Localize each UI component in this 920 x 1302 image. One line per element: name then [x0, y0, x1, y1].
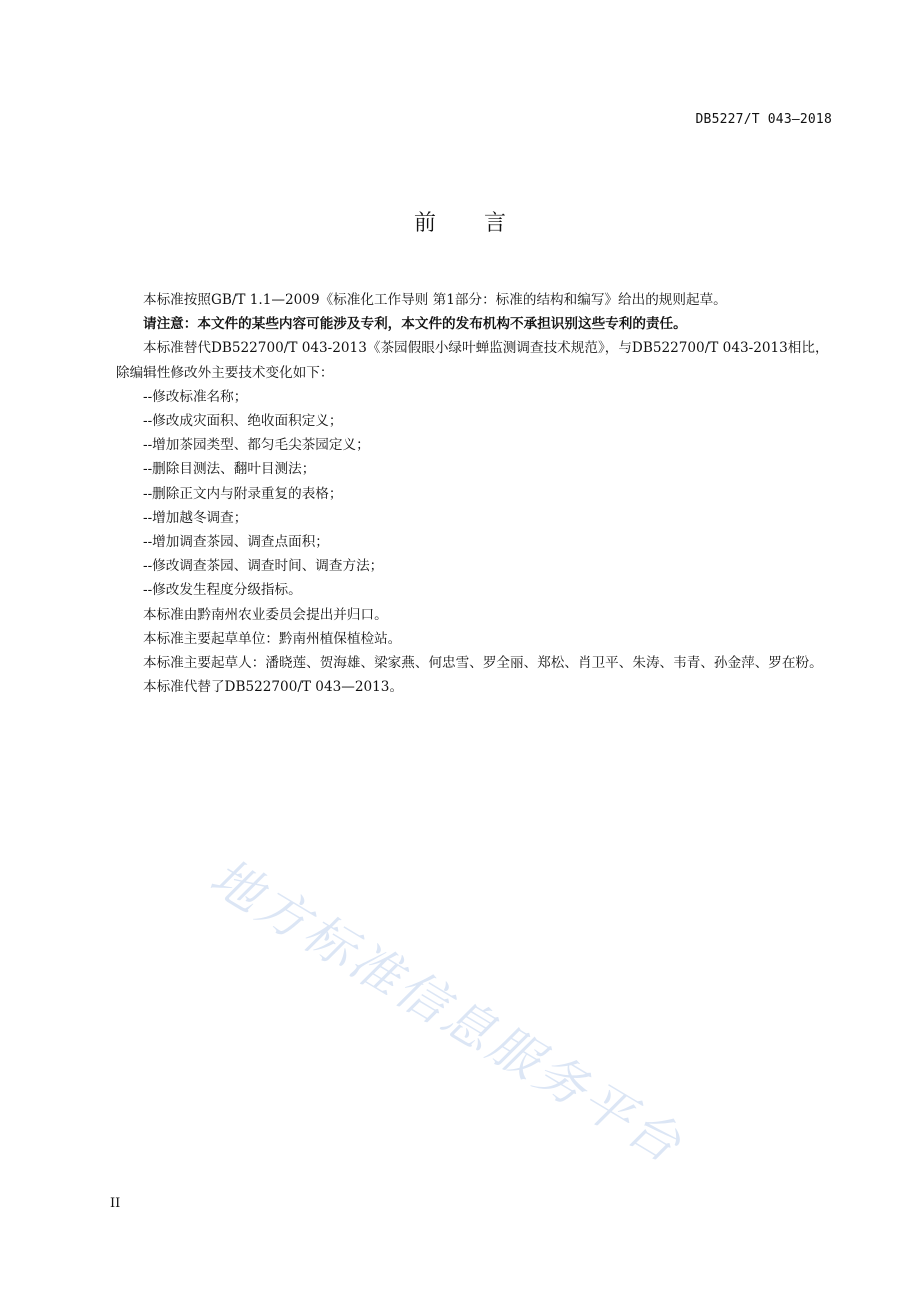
- foreword-body: [116, 288, 833, 699]
- paragraph-replacement: 本标准替代DB522700/T 043-2013《茶园假眼小绿叶蝉监测调查技术规范》，与DB522700/T 043-2013相比，除编辑性修改外主要技术变化如下：: [116, 340, 829, 381]
- list-item-change: --增加茶园类型、都匀毛尖茶园定义；: [143, 437, 370, 454]
- list-item-change: --删除正文内与附录重复的表格；: [143, 485, 343, 502]
- watermark: 地方标准信息服务平台: [200, 847, 694, 1176]
- page-number: II: [110, 1196, 121, 1211]
- paragraph-patent-notice: 请注意：本文件的某些内容可能涉及专利，本文件的发布机构不承担识别这些专利的责任。: [143, 316, 687, 333]
- list-item-change: --删除目测法、翻叶目测法；: [143, 461, 316, 478]
- list-item-change: --增加越冬调查；: [143, 509, 248, 526]
- paragraph-supersedes: 本标准代替了DB522700/T 043—2013。: [143, 679, 404, 696]
- document-code: DB5227/T 043—2018: [695, 112, 832, 127]
- paragraph-drafting-unit: 本标准主要起草单位：黔南州植保植检站。: [143, 630, 402, 647]
- paragraph-proposer: 本标准由黔南州农业委员会提出并归口。: [143, 606, 388, 623]
- list-item-change: --修改成灾面积、绝收面积定义；: [143, 413, 343, 430]
- paragraph-drafters: 本标准主要起草人：潘晓莲、贺海雄、梁家燕、何忠雪、罗全丽、郑松、肖卫平、朱涛、韦青、孙金萍、罗在粉。: [143, 655, 823, 672]
- paragraph-drafting-rules: 本标准按照GB/T 1.1—2009《标准化工作导则 第1部分：标准的结构和编写》给出的规则起草。: [143, 292, 727, 308]
- page-title: 前言: [413, 211, 554, 236]
- list-item-change: --修改标准名称；: [143, 388, 248, 405]
- list-item-change: --修改调查茶园、调查时间、调查方法；: [143, 558, 384, 575]
- list-item-change: --修改发生程度分级指标。: [143, 582, 302, 599]
- list-item-change: --增加调查茶园、调查点面积；: [143, 534, 329, 551]
